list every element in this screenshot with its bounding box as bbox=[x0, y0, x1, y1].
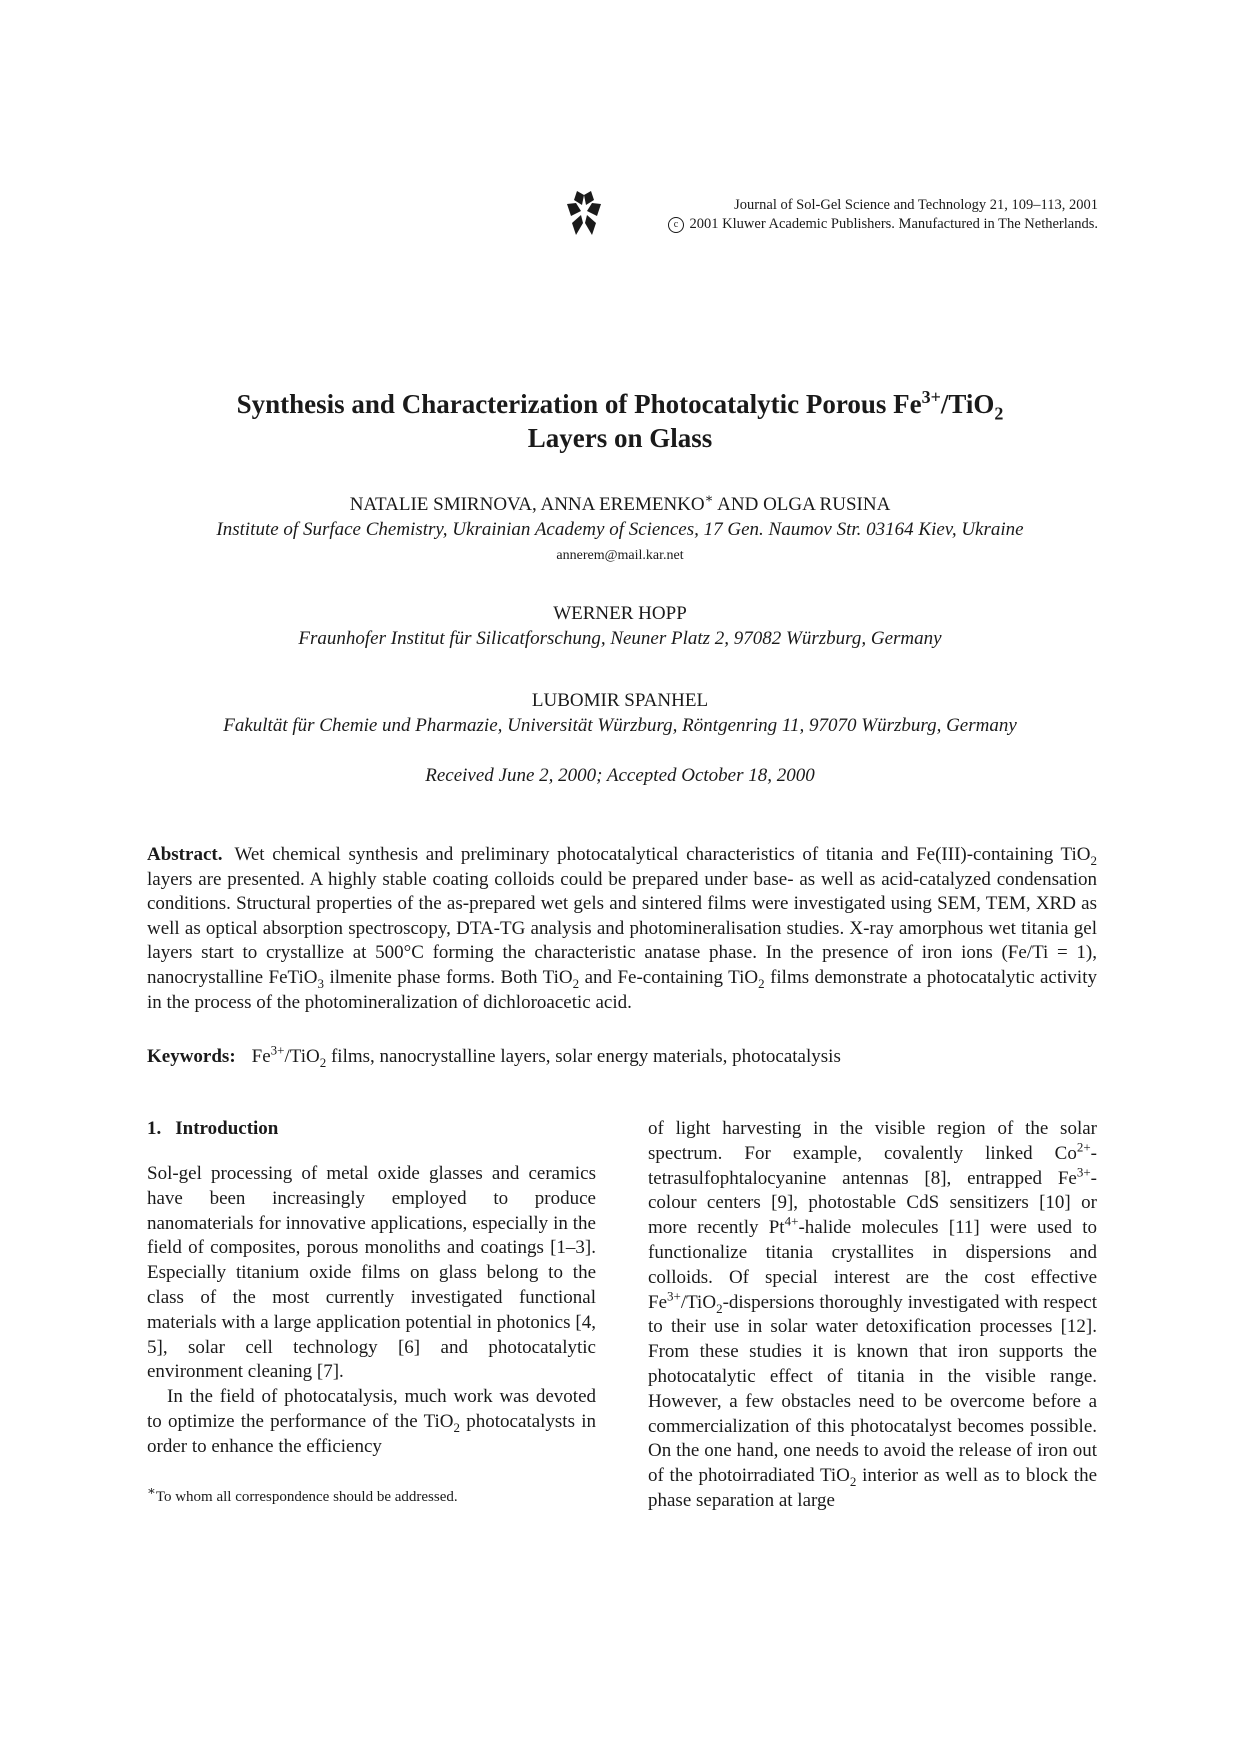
abstract-sub-2: 3 bbox=[317, 975, 324, 991]
author-names-b: AND OLGA RUSINA bbox=[713, 494, 891, 515]
author-affiliation-2: Fraunhofer Institut für Silicatforschung, Neuner Platz 2, 97082 Würzburg, Germany bbox=[298, 628, 942, 649]
footnote-mark: ∗ bbox=[147, 1483, 156, 1498]
intro-p2-sub: 2 bbox=[453, 1419, 461, 1435]
corresponding-mark: ∗ bbox=[704, 490, 714, 506]
right-sub-6: 2 bbox=[849, 1473, 857, 1489]
author-names-1 bbox=[100, 490, 1140, 517]
intro-paragraph-1: Sol-gel processing of metal oxide glasses and ceramics have been increasingly employed to produce nanomaterials for innovative applications, especially in the field of composites, porous monoliths and coatings [1–3]. Especially titanium oxide films on glass belong to the class of the most currently investigated functional materials with a large application potential in photonics [4, 5], solar cell technology [6] and photocatalytic environment cleaning [7]. bbox=[147, 1163, 596, 1383]
author-names-a: NATALIE SMIRNOVA, ANNA EREMENKO bbox=[349, 494, 705, 515]
author-names-2: WERNER HOPP bbox=[553, 603, 687, 624]
keywords bbox=[147, 1042, 1097, 1070]
keywords-text-1: Fe bbox=[251, 1046, 271, 1067]
left-column bbox=[147, 1162, 596, 1460]
title-text-a: Synthesis and Characterization of Photocatalytic Porous Fe bbox=[236, 389, 922, 419]
author-names-3: LUBOMIR SPANHEL bbox=[531, 690, 709, 711]
abstract-text-3: ilmenite phase forms. Both TiO bbox=[324, 966, 573, 988]
right-column bbox=[648, 1117, 1097, 1514]
abstract bbox=[147, 843, 1097, 1015]
abstract-sub-1: 2 bbox=[1090, 852, 1097, 868]
section-title: Introduction bbox=[175, 1118, 279, 1139]
title-subscript: 2 bbox=[994, 403, 1004, 424]
right-sup-4: 3+ bbox=[667, 1288, 681, 1304]
abstract-text-2: layers are presented. A highly stable coating colloids could be prepared under base- as well as acid-catalyzed condensation conditions. Structural properties of the as-prepared wet gels and sintered films were investigated using SEM, TEM, XRD as well as optical absorption spectroscopy, DTA-TG analysis and photomineralisation studies. X-ray amorphous wet titania gel layers start to crystallize at 500°C forming the characteristic anatase phase. In the presence of iron ions (Fe/Ti = 1), nanocrystalline FeTiO bbox=[147, 868, 1097, 988]
right-text-1: of light harvesting in the visible region of the solar spectrum. For example, covalently linked Co bbox=[648, 1118, 1097, 1164]
section-number: 1. bbox=[147, 1118, 162, 1139]
title-line-2: Layers on Glass bbox=[527, 423, 713, 453]
right-sub-5: 2 bbox=[716, 1300, 723, 1316]
right-paragraph bbox=[648, 1117, 1097, 1514]
right-text-5: /TiO bbox=[680, 1291, 717, 1313]
right-text-4: -halide molecules [11] were used to functionalize titania crystallites in dispersions and colloids. Of special interest are the cost effective Fe bbox=[648, 1217, 1097, 1313]
publisher-logo-icon bbox=[566, 191, 602, 235]
abstract-text-1: Wet chemical synthesis and preliminary photocatalytical characteristics of titania and Fe(III)-containing TiO bbox=[234, 844, 1091, 865]
right-text-7: interior as well as to block the phase separation at large bbox=[648, 1465, 1098, 1511]
abstract-label: Abstract. bbox=[147, 844, 223, 865]
right-sup-2: 3+ bbox=[1076, 1164, 1091, 1180]
abstract-sub-4: 2 bbox=[758, 975, 765, 991]
keywords-text-2: /TiO bbox=[284, 1046, 320, 1067]
right-sup-3: 4+ bbox=[784, 1213, 799, 1229]
keywords-sub: 2 bbox=[319, 1054, 327, 1070]
intro-p2-text-b: photocatalysts in order to enhance the efficiency bbox=[147, 1410, 596, 1457]
abstract-text-4: and Fe-containing TiO bbox=[579, 966, 759, 988]
keywords-text-3: films, nanocrystalline layers, solar energy materials, photocatalysis bbox=[326, 1046, 841, 1067]
author-affiliation-3: Fakultät für Chemie und Pharmazie, Universität Würzburg, Röntgenring 11, 97070 Würzburg, Germany bbox=[223, 715, 1017, 736]
keywords-label: Keywords: bbox=[147, 1046, 236, 1067]
abstract-sub-3: 2 bbox=[572, 975, 580, 991]
title-line-1 bbox=[100, 387, 1140, 424]
intro-paragraph-2 bbox=[147, 1385, 596, 1459]
title-text-b: /TiO bbox=[940, 389, 995, 419]
section-heading bbox=[147, 1117, 278, 1141]
abstract-text-5: films demonstrate a photocatalytic activity in the process of the photomineralization of dichloroacetic acid. bbox=[147, 966, 1097, 1013]
intro-p2-text-a: In the field of photocatalysis, much work was devoted to optimize the performance of the TiO bbox=[147, 1386, 596, 1432]
keywords-sup: 3+ bbox=[270, 1042, 285, 1058]
journal-line-2 bbox=[610, 215, 1098, 234]
footnote bbox=[147, 1483, 596, 1507]
journal-citation bbox=[610, 196, 1098, 234]
journal-copyright-text: 2001 Kluwer Academic Publishers. Manufactured in The Netherlands. bbox=[689, 216, 1098, 232]
copyright-symbol: c bbox=[668, 217, 684, 233]
journal-line-1: Journal of Sol-Gel Science and Technology 21, 109–113, 2001 bbox=[734, 197, 1098, 213]
author-affiliation-1: Institute of Surface Chemistry, Ukrainian Academy of Sciences, 17 Gen. Naumov Str. 03164 Kiev, Ukraine bbox=[216, 519, 1024, 540]
author-email: annerem@mail.kar.net bbox=[556, 548, 684, 563]
footnote-text: To whom all correspondence should be addressed. bbox=[155, 1489, 458, 1505]
paper-title bbox=[100, 387, 1140, 455]
received-dates: Received June 2, 2000; Accepted October 18, 2000 bbox=[425, 765, 815, 786]
right-text-6: -dispersions thoroughly investigated with respect to their use in solar water detoxification processes [12]. From these studies it is known that iron supports the photocatalytic effect of titania in the visible range. However, a few obstacles need to be overcome before a commercialization of this photocatalyst becomes possible. On the one hand, one needs to avoid the release of iron out of the photoirradiated TiO bbox=[648, 1291, 1097, 1487]
right-text-2: -tetrasulfophtalocyanine antennas [8], entrapped Fe bbox=[648, 1142, 1097, 1189]
right-text-3: -colour centers [9], photostable CdS sensitizers [10] or more recently Pt bbox=[648, 1167, 1097, 1239]
right-sup-1: 2+ bbox=[1076, 1139, 1091, 1155]
title-superscript: 3+ bbox=[921, 387, 941, 407]
